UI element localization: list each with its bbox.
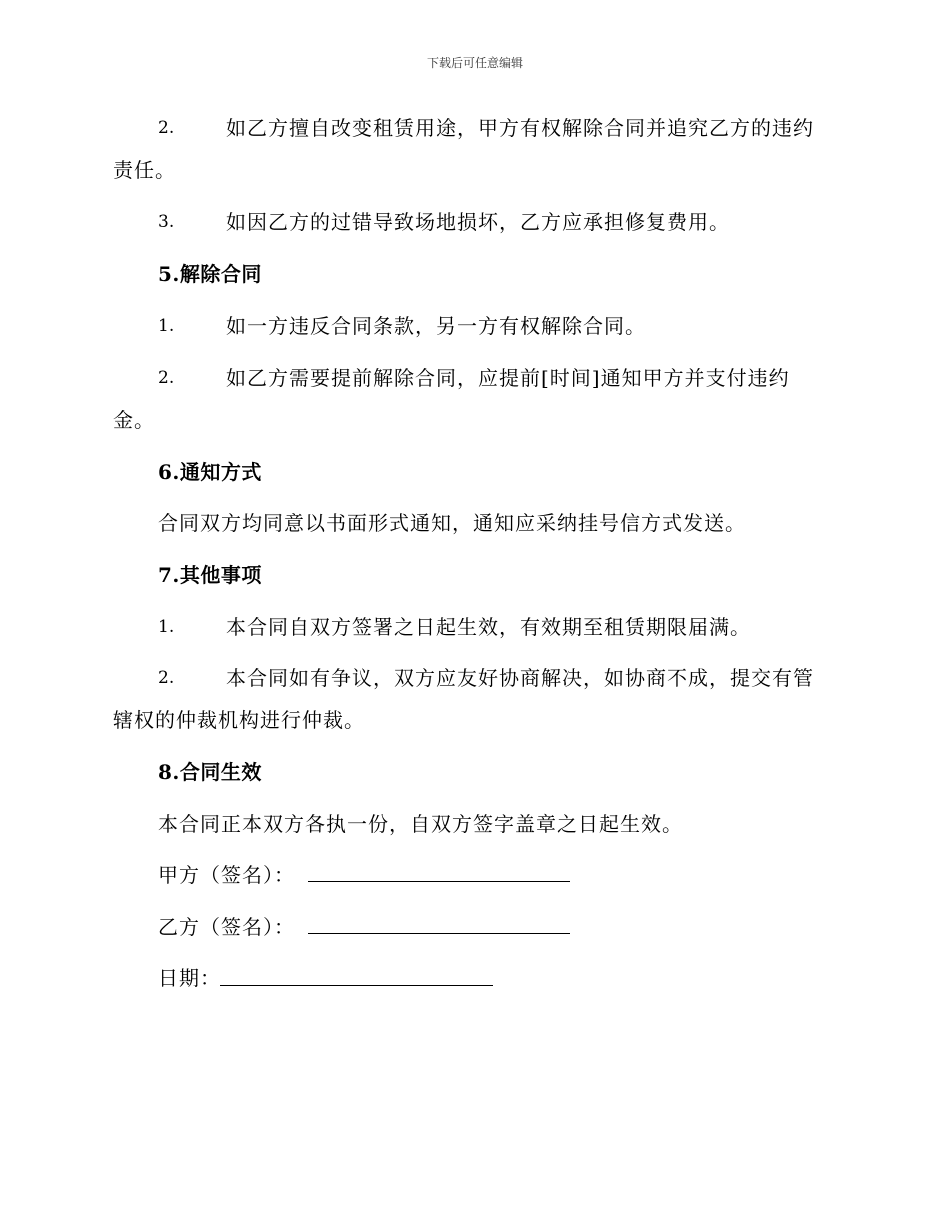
- clause-text: 本合同自双方签署之日起生效，有效期至租赁期限届满。: [226, 615, 751, 639]
- date-label: 日期：: [158, 966, 221, 990]
- party-a-signature-line: [308, 881, 570, 882]
- party-a-signature-label: 甲方（签名）：: [158, 863, 295, 887]
- item-number: 2.: [158, 368, 175, 388]
- section-heading: 8.合同生效: [158, 760, 262, 784]
- item-number: 1.: [158, 316, 175, 336]
- clause-text-continued: 金。: [113, 408, 155, 432]
- item-number: 3.: [158, 212, 175, 232]
- section-heading: 6.通知方式: [158, 460, 262, 484]
- clause-text: 如乙方需要提前解除合同，应提前[时间]通知甲方并支付违约: [226, 366, 790, 390]
- paragraph-text: 本合同正本双方各执一份，自双方签字盖章之日起生效。: [158, 812, 683, 836]
- clause-text-continued: 责任。: [113, 158, 176, 182]
- item-number: 1.: [158, 617, 175, 637]
- clause-text: 本合同如有争议，双方应友好协商解决，如协商不成，提交有管: [226, 666, 814, 690]
- clause-text: 如乙方擅自改变租赁用途，甲方有权解除合同并追究乙方的违约: [226, 116, 814, 140]
- paragraph-text: 合同双方均同意以书面形式通知，通知应采纳挂号信方式发送。: [158, 511, 746, 535]
- clause-text: 如因乙方的过错导致场地损坏，乙方应承担修复费用。: [226, 210, 730, 234]
- clause-text: 如一方违反合同条款，另一方有权解除合同。: [226, 314, 646, 338]
- party-b-signature-label: 乙方（签名）：: [158, 915, 295, 939]
- page-header: 下载后可任意编辑: [426, 56, 523, 70]
- item-number: 2.: [158, 668, 175, 688]
- party-b-signature-line: [308, 933, 570, 934]
- clause-text-continued: 辖权的仲裁机构进行仲裁。: [113, 708, 365, 732]
- section-heading: 7.其他事项: [158, 563, 262, 587]
- section-heading: 5.解除合同: [158, 262, 262, 286]
- date-line: [220, 985, 493, 986]
- item-number: 2.: [158, 118, 175, 138]
